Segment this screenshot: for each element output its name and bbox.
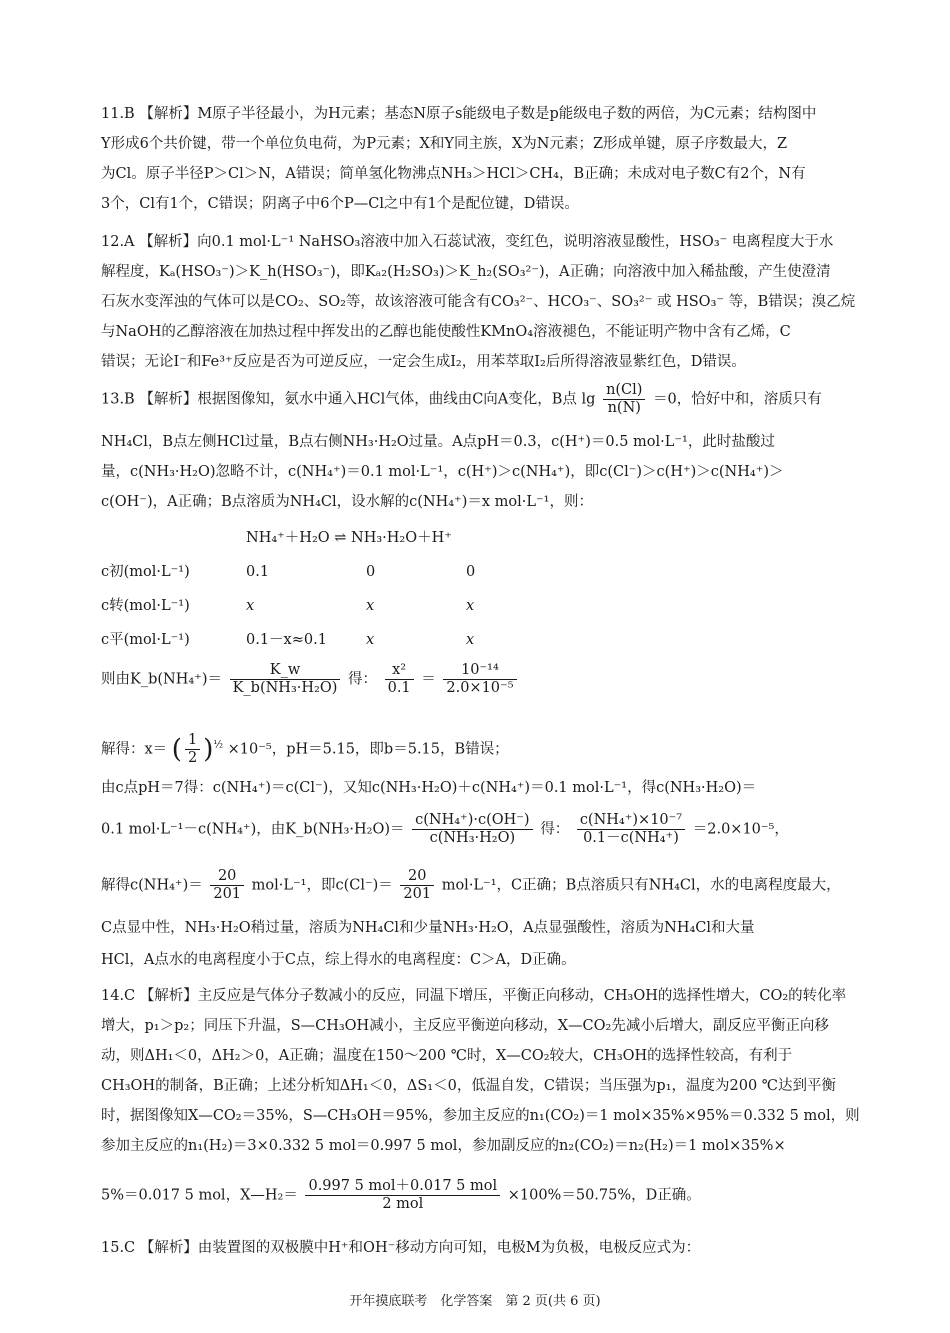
q11-line: 为Cl。原子半径P＞Cl＞N，A错误；简单氢化物沸点NH₃＞HCl＞CH₄，B正确；未成对电子数C有2个，N有: [101, 166, 806, 182]
q11-line: 3个，Cl有1个，C错误；阴离子中6个P—Cl之中有1个是配位键，D错误。: [101, 196, 579, 212]
ice-cell: x: [466, 598, 475, 614]
ice-cell: x: [246, 598, 255, 614]
ice-row-label: c初(mol·L⁻¹): [101, 564, 190, 580]
q14-line: CH₃OH的制备，B正确；上述分析知ΔH₁＜0，ΔS₁＜0，低温自发，C错误；当压强为p₁，温度为200 ℃达到平衡: [101, 1078, 837, 1094]
ice-cell: 0: [466, 564, 476, 580]
fraction: $\frac{\text{0.997 5 mol＋0.017 5 mol}}{\text{2 mol}}$: [305, 1178, 500, 1213]
equilibrium-equation: NH₄⁺＋H₂O ⇌ NH₃·H₂O＋H⁺: [246, 530, 452, 546]
fraction: $\frac{20}{201}$: [400, 868, 434, 903]
q13-line: 0.1 mol·L⁻¹－c(NH₄⁺)，由K_b(NH₃·H₂O)＝ $\frac{\text{c(NH₄⁺)·c(OH⁻)}}{\text{c(NH₃·H₂O)}}$ 得： $\frac{\text{c(NH₄⁺)×10⁻⁷}}{\text{0.1－c(NH₄⁺)}}$ ＝2.0×10⁻⁵，: [101, 812, 789, 846]
q11-line: 11.B 【解析】M原子半径最小，为H元素；基态N原子s能级电子数是p能级电子数的两倍，为C元素；结构图中: [101, 106, 817, 122]
fraction: $\frac{\text{x²}}{0.1}$: [385, 662, 414, 697]
ice-row-label: c平(mol·L⁻¹): [101, 632, 190, 648]
q14-line: 参加主反应的n₁(H₂)＝3×0.332 5 mol＝0.997 5 mol，参加副反应的n₂(CO₂)＝n₂(H₂)＝1 mol×35%×: [101, 1138, 786, 1154]
ice-cell: x: [366, 632, 375, 648]
q15-line: 15.C 【解析】由装置图的双极膜中H⁺和OH⁻移动方向可知，电极M为负极，电极反应式为：: [101, 1240, 701, 1256]
q13-line: NH₄Cl，B点左侧HCl过量，B点右侧NH₃·H₂O过量。A点pH＝0.3，c(H⁺)＝0.5 mol·L⁻¹，此时盐酸过: [101, 434, 775, 450]
ice-cell: x: [366, 598, 375, 614]
fraction: $\frac{K\_w}{\text{K\_b(NH₃·H₂O)}}$: [230, 662, 341, 697]
fraction: $\frac{1}{2}$: [185, 732, 200, 767]
q12-line: 12.A 【解析】向0.1 mol·L⁻¹ NaHSO₃溶液中加入石蕊试液，变红色，说明溶液显酸性，HSO₃⁻ 电离程度大于水: [101, 234, 834, 250]
q14-line: 增大，p₁＞p₂；同压下升温，S—CH₃OH减小，主反应平衡逆向移动，X—CO₂先减小后增大，副反应平衡正向移: [101, 1018, 829, 1034]
solve-line: 解得：x＝ ( $\frac{1}{2}$ )$^{\frac{1}{2}}$ ×10⁻⁵，pH＝5.15，即b＝5.15，B错误；: [101, 732, 509, 766]
q12-line: 石灰水变浑浊的气体可以是CO₂、SO₂等，故该溶液可能含有CO₃²⁻、HCO₃⁻、SO₃²⁻ 或 HSO₃⁻ 等，B错误；溴乙烷: [101, 294, 856, 310]
q13-line: C点显中性，NH₃·H₂O稍过量，溶质为NH₄Cl和少量NH₃·H₂O，A点显强酸性，溶质为NH₄Cl和大量: [101, 920, 755, 936]
q14-line: 动，则ΔH₁＜0，ΔH₂＞0，A正确；温度在150～200 ℃时，X—CO₂较大，CH₃OH的选择性较高，有利于: [101, 1048, 793, 1064]
ice-cell: 0.1－x≈0.1: [246, 632, 327, 648]
fraction: $\frac{n(Cl)}{n(N)}$: [603, 382, 645, 417]
ice-cell: x: [466, 632, 475, 648]
q14-line: 14.C 【解析】主反应是气体分子数减小的反应，同温下增压，平衡正向移动，CH₃OH的选择性增大，CO₂的转化率: [101, 988, 847, 1004]
q13-line: 解得c(NH₄⁺)＝ $\frac{20}{201}$ mol·L⁻¹，即c(Cl⁻)＝ $\frac{20}{201}$ mol·L⁻¹，C正确；B点溶质只有NH₄Cl，水的电离程度最大，: [101, 868, 841, 902]
q13-line: 13.B 【解析】根据图像知，氨水中通入HCl气体，曲线由C向A变化，B点 lg $\frac{n(Cl)}{n(N)}$ ＝0，恰好中和，溶质只有: [101, 382, 822, 416]
q13-line: c(OH⁻)，A正确；B点溶质为NH₄Cl，设水解的c(NH₄⁺)＝x mol·L⁻¹，则：: [101, 494, 593, 510]
fraction: $\frac{\text{10⁻¹⁴}}{\text{2.0×10⁻⁵}}$: [443, 662, 516, 697]
fraction: $\frac{\text{c(NH₄⁺)·c(OH⁻)}}{\text{c(NH₃·H₂O)}}$: [412, 812, 532, 847]
q14-line: 5%＝0.017 5 mol，X—H₂＝ $\frac{\text{0.997 5 mol＋0.017 5 mol}}{\text{2 mol}}$ ×100%＝50.75%，D正确。: [101, 1178, 701, 1212]
q11-line: Y形成6个共价键，带一个单位负电荷，为P元素；X和Y同主族，X为N元素；Z形成单键，原子序数最大，Z: [101, 136, 788, 152]
q13-line: HCl，A点水的电离程度小于C点，综上得水的电离程度：C＞A，D正确。: [101, 952, 576, 968]
page-footer: 开年摸底联考 化学答案 第 2 页(共 6 页): [349, 1294, 601, 1309]
ice-row-label: c转(mol·L⁻¹): [101, 598, 190, 614]
fraction: $\frac{20}{201}$: [210, 868, 244, 903]
q13-line: 量，c(NH₃·H₂O)忽略不计，c(NH₄⁺)＝0.1 mol·L⁻¹，c(H⁺)＞c(NH₄⁺)，即c(Cl⁻)＞c(H⁺)＞c(NH₄⁺)＞: [101, 464, 784, 480]
q13-line: 由c点pH＝7得：c(NH₄⁺)＝c(Cl⁻)，又知c(NH₃·H₂O)＋c(NH₄⁺)＝0.1 mol·L⁻¹，得c(NH₃·H₂O)＝: [101, 780, 757, 796]
q12-line: 错误；无论I⁻和Fe³⁺反应是否为可逆反应，一定会生成I₂，用苯萃取I₂后所得溶液显紫红色，D错误。: [101, 354, 746, 370]
q14-line: 时，据图像知X—CO₂＝35%，S—CH₃OH＝95%，参加主反应的n₁(CO₂)＝1 mol×35%×95%＝0.332 5 mol，则: [101, 1108, 860, 1124]
q12-line: 与NaOH的乙醇溶液在加热过程中挥发出的乙醇也能使酸性KMnO₄溶液褪色，不能证明产物中含有乙烯，C: [101, 324, 791, 340]
q12-line: 解程度，Kₐ(HSO₃⁻)＞K_h(HSO₃⁻)，即Kₐ₂(H₂SO₃)＞K_h₂(SO₃²⁻)，A正确；向溶液中加入稀盐酸，产生使澄清: [101, 264, 831, 280]
kb-expression: 则由K_b(NH₄⁺)＝ $\frac{K\_w}{\text{K\_b(NH₃·H₂O)}}$ 得： $\frac{\text{x²}}{0.1}$ ＝ $\frac{\text{10⁻¹⁴}}{\text{2.0×10⁻⁵}}$: [101, 662, 520, 697]
ice-cell: 0: [366, 564, 376, 580]
fraction: $\frac{\text{c(NH₄⁺)×10⁻⁷}}{\text{0.1－c(NH₄⁺)}}$: [577, 812, 685, 847]
ice-cell: 0.1: [246, 564, 270, 580]
